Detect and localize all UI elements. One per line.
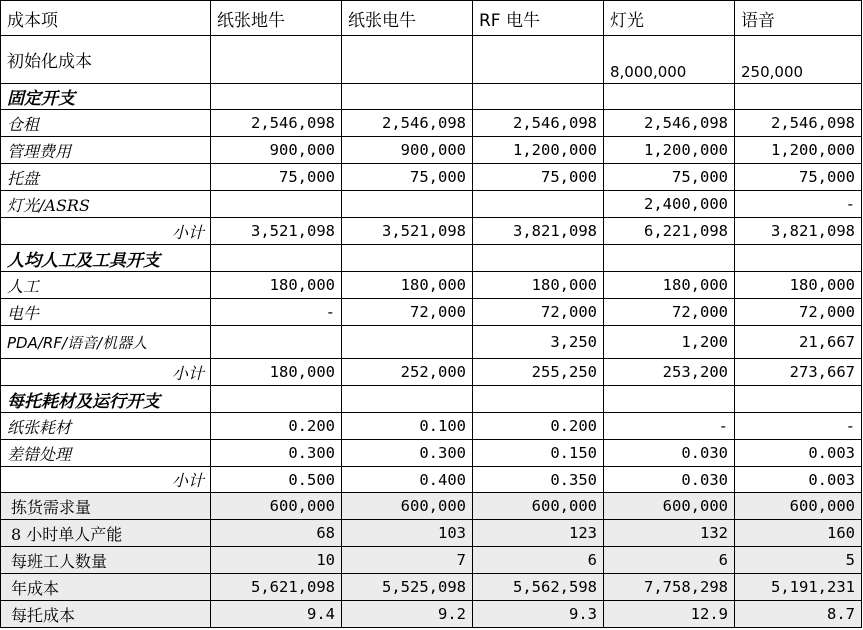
row-label: 纸张耗材 [1, 413, 211, 440]
cell-value: 180,000 [342, 272, 473, 299]
cell-value: 75,000 [473, 164, 604, 191]
cell-value: 1,200,000 [735, 137, 862, 164]
cell-value: 1,200,000 [473, 137, 604, 164]
cell-value: 253,200 [604, 359, 735, 386]
header-paper-electric-jack: 纸张电牛 [342, 1, 473, 36]
row-label: 人工 [1, 272, 211, 299]
section-title: 人均人工及工具开支 [1, 245, 211, 272]
table-row [1, 440, 862, 467]
subtotal-label: 小计 [1, 218, 211, 245]
cell-value: 0.350 [473, 467, 604, 493]
header-pick-to-light: 灯光 [604, 1, 735, 36]
cell-value: 2,546,098 [342, 110, 473, 137]
cell-value: 255,250 [473, 359, 604, 386]
cell-value: 72,000 [473, 299, 604, 326]
row-label: PDA/RF/语音/机器人 [1, 326, 211, 359]
cell-value: 10 [211, 547, 342, 574]
cell-value: 12.9 [604, 601, 735, 628]
cell-value [342, 326, 473, 359]
cell-value: 8,000,000 [604, 36, 735, 84]
cell-value: 9.3 [473, 601, 604, 628]
cell-value: 2,400,000 [604, 191, 735, 218]
cell-value: 160 [735, 520, 862, 547]
cell-value: - [735, 191, 862, 218]
cell-value: 132 [604, 520, 735, 547]
subtotal-label: 小计 [1, 467, 211, 493]
section-title: 每托耗材及运行开支 [1, 386, 211, 413]
cell-value: 0.150 [473, 440, 604, 467]
summary-row [1, 547, 862, 574]
cell-value: 68 [211, 520, 342, 547]
cell-value: 5,191,231 [735, 574, 862, 601]
section-fixed-row [1, 84, 862, 110]
cell-value: 9.2 [342, 601, 473, 628]
cell-value [342, 191, 473, 218]
cell-value: 2,546,098 [473, 110, 604, 137]
row-label: 8 小时单人产能 [1, 520, 211, 547]
header-rf-electric-jack: RF 电牛 [473, 1, 604, 36]
cell-value: 75,000 [604, 164, 735, 191]
cell-value [473, 191, 604, 218]
cell-value: 180,000 [211, 359, 342, 386]
row-label: 年成本 [1, 574, 211, 601]
row-label: 拣货需求量 [1, 493, 211, 520]
cell-value: 0.400 [342, 467, 473, 493]
section-title: 固定开支 [1, 84, 211, 110]
cell-value: 600,000 [604, 493, 735, 520]
cell-value: 2,546,098 [211, 110, 342, 137]
cell-value: 0.030 [604, 440, 735, 467]
row-label: 初始化成本 [1, 36, 211, 84]
subtotal-row [1, 218, 862, 245]
summary-row [1, 601, 862, 628]
cell-value [211, 326, 342, 359]
summary-row [1, 520, 862, 547]
cell-value: 103 [342, 520, 473, 547]
row-label: 电牛 [1, 299, 211, 326]
cell-value: 2,546,098 [735, 110, 862, 137]
cell-value: 180,000 [604, 272, 735, 299]
cell-value [473, 36, 604, 84]
subtotal-row [1, 467, 862, 493]
row-label: 差错处理 [1, 440, 211, 467]
section-labor-row [1, 245, 862, 272]
cell-value: 3,821,098 [473, 218, 604, 245]
cell-value: 600,000 [735, 493, 862, 520]
table-row [1, 413, 862, 440]
table-row [1, 191, 862, 218]
cell-value: 75,000 [211, 164, 342, 191]
cell-value: 7,758,298 [604, 574, 735, 601]
cell-value: 180,000 [735, 272, 862, 299]
cell-value: 7 [342, 547, 473, 574]
cell-value: 5 [735, 547, 862, 574]
cell-value: 250,000 [735, 36, 862, 84]
cell-value: 8.7 [735, 601, 862, 628]
cell-value: 600,000 [211, 493, 342, 520]
cell-value: 5,621,098 [211, 574, 342, 601]
cell-value: 1,200 [604, 326, 735, 359]
cell-value: 252,000 [342, 359, 473, 386]
cell-value: 6 [473, 547, 604, 574]
table-row [1, 299, 862, 326]
table-row [1, 272, 862, 299]
cell-value: - [735, 413, 862, 440]
cell-value: 180,000 [211, 272, 342, 299]
cell-value: 75,000 [735, 164, 862, 191]
cell-value [342, 36, 473, 84]
row-label: 灯光/ASRS [1, 191, 211, 218]
cell-value: 3,521,098 [211, 218, 342, 245]
cell-value: 3,821,098 [735, 218, 862, 245]
cell-value: 0.100 [342, 413, 473, 440]
cell-value: 0.300 [342, 440, 473, 467]
cell-value: 5,525,098 [342, 574, 473, 601]
cell-value: 9.4 [211, 601, 342, 628]
cell-value: - [604, 413, 735, 440]
header-row [1, 1, 862, 36]
header-cost-item: 成本项 [1, 1, 211, 36]
cell-value: 21,667 [735, 326, 862, 359]
cell-value: 5,562,598 [473, 574, 604, 601]
cell-value: 123 [473, 520, 604, 547]
cell-value: 273,667 [735, 359, 862, 386]
cell-value: 0.030 [604, 467, 735, 493]
row-label: 管理费用 [1, 137, 211, 164]
cell-value: 72,000 [735, 299, 862, 326]
subtotal-label: 小计 [1, 359, 211, 386]
cell-value: 600,000 [342, 493, 473, 520]
cell-value [211, 191, 342, 218]
table-row [1, 137, 862, 164]
cell-value: 6,221,098 [604, 218, 735, 245]
cell-value [211, 36, 342, 84]
header-paper-manual-jack: 纸张地牛 [211, 1, 342, 36]
cell-value: 0.200 [473, 413, 604, 440]
cell-value: 0.003 [735, 440, 862, 467]
cell-value: 180,000 [473, 272, 604, 299]
subtotal-row [1, 359, 862, 386]
cell-value: 3,521,098 [342, 218, 473, 245]
init-cost-row [1, 36, 862, 84]
cell-value: 900,000 [342, 137, 473, 164]
row-label: 托盘 [1, 164, 211, 191]
table-row [1, 326, 862, 359]
summary-row [1, 493, 862, 520]
cell-value: 3,250 [473, 326, 604, 359]
cell-value: 0.300 [211, 440, 342, 467]
cell-value: 0.003 [735, 467, 862, 493]
cell-value: 72,000 [342, 299, 473, 326]
cell-value: 6 [604, 547, 735, 574]
row-label: 每班工人数量 [1, 547, 211, 574]
cell-value: 0.200 [211, 413, 342, 440]
cell-value: 75,000 [342, 164, 473, 191]
cell-value: 1,200,000 [604, 137, 735, 164]
summary-row [1, 574, 862, 601]
table-row [1, 110, 862, 137]
cell-value: 72,000 [604, 299, 735, 326]
cell-value: - [211, 299, 342, 326]
row-label: 仓租 [1, 110, 211, 137]
cell-value: 0.500 [211, 467, 342, 493]
cell-value: 600,000 [473, 493, 604, 520]
section-pallet-row [1, 386, 862, 413]
header-voice: 语音 [735, 1, 862, 36]
cell-value: 900,000 [211, 137, 342, 164]
table-row [1, 164, 862, 191]
cell-value: 2,546,098 [604, 110, 735, 137]
row-label: 每托成本 [1, 601, 211, 628]
